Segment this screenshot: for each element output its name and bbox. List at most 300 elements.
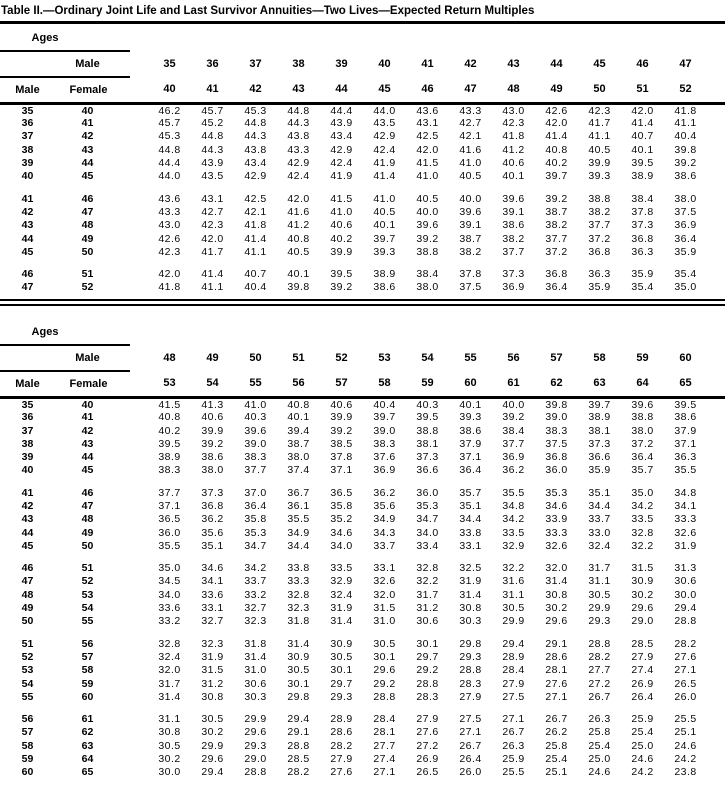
value-cell: 39.8 (674, 143, 697, 156)
value-cell: 38.0 (674, 192, 697, 205)
female-age-column-header: 64 (621, 371, 664, 397)
value-cell: 39.2 (416, 232, 439, 245)
value-cell: 39.4 (287, 424, 310, 437)
value-cell: 28.9 (502, 650, 525, 663)
value-cell: 31.4 (330, 615, 353, 628)
value-cell: 35.4 (631, 281, 654, 294)
table-row (0, 397, 725, 411)
value-cell: 37.2 (631, 437, 654, 450)
value-cell: 35.5 (674, 464, 697, 477)
table-row (0, 117, 725, 130)
value-cell: 44.4 (158, 157, 181, 170)
female-age-cell: 53 (81, 588, 94, 601)
value-cell: 29.9 (502, 615, 525, 628)
value-cell: 29.3 (459, 650, 482, 663)
female-age-cell: 63 (81, 739, 94, 752)
value-cell: 31.0 (373, 615, 396, 628)
value-cell: 28.6 (545, 650, 568, 663)
spacer-cell (707, 601, 725, 614)
spacer-cell (707, 130, 725, 143)
value-cell: 40.4 (674, 130, 697, 143)
value-cell: 35.3 (244, 526, 267, 539)
value-cell: 41.8 (244, 219, 267, 232)
spacer-cell (707, 650, 725, 663)
value-cell: 41.6 (287, 205, 310, 218)
spacer-cell (707, 677, 725, 690)
value-cell: 28.4 (502, 664, 525, 677)
value-cell: 41.2 (502, 143, 525, 156)
value-cell: 43.9 (330, 117, 353, 130)
value-cell: 41.4 (631, 117, 654, 130)
group-gap (0, 553, 725, 562)
value-cell: 28.2 (588, 650, 611, 663)
value-cell: 28.8 (287, 739, 310, 752)
value-cell: 35.2 (330, 513, 353, 526)
spacer-cell (130, 130, 148, 143)
value-cell: 44.8 (287, 104, 310, 117)
table-row (0, 690, 725, 703)
value-cell: 38.7 (459, 232, 482, 245)
table-row (0, 713, 725, 726)
value-cell: 26.7 (588, 690, 611, 703)
value-cell: 26.2 (545, 726, 568, 739)
value-cell: 39.7 (373, 232, 396, 245)
male-age-cell: 36 (21, 411, 34, 424)
value-cell: 28.3 (416, 690, 439, 703)
value-cell: 42.1 (244, 205, 267, 218)
value-cell: 42.9 (330, 143, 353, 156)
value-cell: 34.6 (545, 499, 568, 512)
spacer-cell (707, 205, 725, 218)
value-cell: 36.3 (631, 245, 654, 258)
table-row (0, 450, 725, 463)
spacer-cell (707, 219, 725, 232)
value-cell: 41.9 (373, 157, 396, 170)
value-cell: 40.5 (588, 143, 611, 156)
spacer-cell (130, 117, 148, 130)
value-cell: 32.0 (545, 562, 568, 575)
female-age-cell: 40 (81, 398, 94, 411)
female-age-cell: 62 (81, 726, 94, 739)
value-cell: 33.1 (373, 562, 396, 575)
value-cell: 27.6 (416, 726, 439, 739)
value-cell: 31.9 (674, 539, 697, 552)
value-cell: 31.5 (631, 562, 654, 575)
value-cell: 29.6 (373, 664, 396, 677)
male-age-column-header: 59 (636, 352, 649, 365)
value-cell: 28.4 (373, 713, 396, 726)
value-cell: 39.8 (287, 281, 310, 294)
table-row (0, 192, 725, 205)
value-cell: 24.2 (674, 753, 697, 766)
spacer-cell (130, 766, 148, 779)
female-age-column-header: 41 (191, 77, 234, 103)
value-cell: 27.9 (631, 650, 654, 663)
female-age-cell: 48 (81, 219, 94, 232)
value-cell: 25.9 (631, 713, 654, 726)
value-cell: 43.3 (459, 104, 482, 117)
spacer-cell (130, 232, 148, 245)
value-cell: 36.9 (502, 281, 525, 294)
section-divider (0, 299, 725, 306)
value-cell: 35.0 (158, 562, 181, 575)
value-cell: 29.6 (201, 753, 224, 766)
value-cell: 29.0 (244, 753, 267, 766)
value-cell: 35.6 (373, 499, 396, 512)
value-cell: 40.8 (545, 143, 568, 156)
male-age-cell: 58 (21, 739, 34, 752)
value-cell: 24.6 (631, 753, 654, 766)
value-cell: 40.1 (631, 143, 654, 156)
value-cell: 39.2 (330, 281, 353, 294)
value-cell: 41.1 (201, 281, 224, 294)
value-cell: 30.1 (287, 677, 310, 690)
value-cell: 39.9 (330, 245, 353, 258)
value-cell: 39.6 (631, 398, 654, 411)
female-age-cell: 43 (81, 437, 94, 450)
value-cell: 24.6 (588, 766, 611, 779)
male-age-cell: 37 (21, 424, 34, 437)
value-cell: 42.7 (201, 205, 224, 218)
value-cell: 43.1 (201, 192, 224, 205)
spacer-cell (130, 752, 148, 765)
male-age-cell: 45 (21, 539, 34, 552)
value-cell: 28.6 (330, 726, 353, 739)
annuity-table-section-2 (0, 320, 725, 779)
spacer-cell (0, 183, 725, 192)
value-cell: 40.1 (373, 219, 396, 232)
value-cell: 29.4 (502, 637, 525, 650)
value-cell: 38.3 (244, 451, 267, 464)
spacer-cell (707, 245, 725, 258)
value-cell: 39.3 (373, 245, 396, 258)
value-cell: 31.7 (158, 677, 181, 690)
value-cell: 39.6 (416, 219, 439, 232)
value-cell: 40.0 (416, 205, 439, 218)
value-cell: 34.0 (158, 588, 181, 601)
value-cell: 28.2 (287, 766, 310, 779)
spacer-cell (707, 513, 725, 526)
male-age-cell: 49 (21, 602, 34, 615)
value-cell: 35.8 (244, 513, 267, 526)
value-cell: 38.6 (502, 219, 525, 232)
value-cell: 25.5 (674, 713, 697, 726)
value-cell: 44.3 (201, 143, 224, 156)
value-cell: 45.2 (201, 117, 224, 130)
female-age-cell: 54 (81, 602, 94, 615)
value-cell: 37.7 (502, 245, 525, 258)
male-age-column-header: 57 (550, 352, 563, 365)
annuity-table-section-1 (0, 26, 725, 294)
value-cell: 27.4 (373, 753, 396, 766)
female-age-column-header: 48 (492, 77, 535, 103)
value-cell: 34.1 (674, 499, 697, 512)
value-cell: 31.4 (244, 650, 267, 663)
value-cell: 41.0 (373, 192, 396, 205)
spacer-cell (130, 464, 148, 477)
value-cell: 29.8 (287, 690, 310, 703)
value-cell: 39.3 (459, 411, 482, 424)
value-cell: 30.8 (158, 726, 181, 739)
spacer-cell (707, 664, 725, 677)
value-cell: 30.1 (416, 637, 439, 650)
value-cell: 26.7 (502, 726, 525, 739)
value-cell: 44.0 (373, 104, 396, 117)
value-cell: 43.4 (244, 157, 267, 170)
spacer-cell (707, 588, 725, 601)
spacer-cell (130, 650, 148, 663)
value-cell: 40.2 (330, 232, 353, 245)
value-cell: 41.5 (416, 157, 439, 170)
male-row-label: Male (55, 51, 130, 77)
spacer-cell (0, 345, 55, 371)
value-cell: 37.1 (330, 464, 353, 477)
value-cell: 38.6 (201, 451, 224, 464)
value-cell: 27.1 (459, 726, 482, 739)
value-cell: 33.1 (459, 539, 482, 552)
female-age-cell: 45 (81, 170, 94, 183)
value-cell: 39.3 (588, 170, 611, 183)
value-cell: 27.6 (330, 766, 353, 779)
value-cell: 30.5 (373, 637, 396, 650)
value-cell: 40.1 (287, 411, 310, 424)
value-cell: 41.5 (330, 192, 353, 205)
male-age-column-header: 38 (292, 58, 305, 70)
male-age-cell: 46 (21, 268, 34, 281)
value-cell: 30.8 (545, 588, 568, 601)
value-cell: 35.9 (588, 281, 611, 294)
table-row (0, 650, 725, 663)
value-cell: 31.2 (201, 677, 224, 690)
value-cell: 39.5 (631, 157, 654, 170)
value-cell: 36.6 (416, 464, 439, 477)
table-row (0, 245, 725, 258)
spacer-cell (130, 437, 148, 450)
female-age-cell: 40 (81, 104, 94, 117)
value-cell: 37.5 (545, 437, 568, 450)
female-age-column-header: 43 (277, 77, 320, 103)
value-cell: 43.0 (158, 219, 181, 232)
value-cell: 32.4 (158, 650, 181, 663)
value-cell: 36.0 (416, 486, 439, 499)
female-age-cell: 44 (81, 157, 94, 170)
female-age-column-header: 44 (320, 77, 363, 103)
value-cell: 29.4 (201, 766, 224, 779)
value-cell: 44.3 (287, 117, 310, 130)
female-age-cell: 52 (81, 281, 94, 294)
male-age-cell: 42 (21, 205, 34, 218)
value-cell: 41.7 (588, 117, 611, 130)
value-cell: 33.7 (373, 539, 396, 552)
value-cell: 38.0 (287, 451, 310, 464)
table-row (0, 588, 725, 601)
value-cell: 35.5 (287, 513, 310, 526)
value-cell: 40.5 (373, 205, 396, 218)
value-cell: 31.4 (459, 588, 482, 601)
spacer-cell (0, 477, 725, 486)
value-cell: 37.9 (674, 424, 697, 437)
value-cell: 45.3 (244, 104, 267, 117)
value-cell: 39.2 (545, 192, 568, 205)
male-age-column-header: 60 (679, 352, 692, 365)
value-cell: 39.2 (330, 424, 353, 437)
female-age-column-header: 65 (664, 371, 707, 397)
female-age-cell: 49 (81, 526, 94, 539)
value-cell: 40.5 (287, 245, 310, 258)
value-cell: 32.8 (416, 562, 439, 575)
spacer-cell (130, 513, 148, 526)
value-cell: 36.5 (330, 486, 353, 499)
value-cell: 26.4 (631, 690, 654, 703)
value-cell: 33.8 (459, 526, 482, 539)
value-cell: 33.1 (201, 602, 224, 615)
value-cell: 32.9 (502, 539, 525, 552)
value-cell: 27.4 (631, 664, 654, 677)
value-cell: 40.2 (158, 424, 181, 437)
male-column-header: Male (0, 77, 55, 103)
spacer-cell (130, 192, 148, 205)
spacer-cell (707, 499, 725, 512)
value-cell: 32.9 (330, 575, 353, 588)
value-cell: 41.8 (502, 130, 525, 143)
value-cell: 27.1 (502, 713, 525, 726)
spacer-cell (707, 371, 725, 397)
value-cell: 40.0 (459, 192, 482, 205)
spacer-cell (130, 726, 148, 739)
table-row (0, 411, 725, 424)
value-cell: 26.4 (459, 753, 482, 766)
value-cell: 43.1 (416, 117, 439, 130)
female-age-column-header: 58 (363, 371, 406, 397)
value-cell: 30.9 (330, 637, 353, 650)
value-cell: 30.2 (545, 602, 568, 615)
male-age-cell: 47 (21, 281, 34, 294)
value-cell: 24.6 (674, 739, 697, 752)
value-cell: 39.5 (158, 437, 181, 450)
value-cell: 29.7 (330, 677, 353, 690)
table-row (0, 637, 725, 650)
value-cell: 42.5 (416, 130, 439, 143)
value-cell: 44.8 (244, 117, 267, 130)
value-cell: 43.5 (201, 170, 224, 183)
value-cell: 38.9 (373, 268, 396, 281)
value-cell: 29.3 (330, 690, 353, 703)
male-age-column-header: 40 (378, 58, 391, 70)
value-cell: 27.9 (330, 753, 353, 766)
value-cell: 30.5 (330, 650, 353, 663)
value-cell: 36.0 (158, 526, 181, 539)
value-cell: 29.0 (631, 615, 654, 628)
value-cell: 34.2 (631, 499, 654, 512)
value-cell: 39.7 (545, 170, 568, 183)
value-cell: 32.4 (588, 539, 611, 552)
value-cell: 29.3 (244, 739, 267, 752)
male-age-cell: 53 (21, 664, 34, 677)
male-age-cell: 41 (21, 486, 34, 499)
value-cell: 36.4 (244, 499, 267, 512)
spacer-cell (707, 424, 725, 437)
female-age-column-header: 53 (148, 371, 191, 397)
value-cell: 40.4 (373, 398, 396, 411)
value-cell: 36.1 (287, 499, 310, 512)
male-age-cell: 39 (21, 157, 34, 170)
value-cell: 41.8 (158, 281, 181, 294)
value-cell: 40.8 (287, 398, 310, 411)
spacer-cell (707, 437, 725, 450)
value-cell: 34.4 (588, 499, 611, 512)
female-age-cell: 45 (81, 464, 94, 477)
value-cell: 32.5 (459, 562, 482, 575)
spacer-cell (707, 690, 725, 703)
value-cell: 30.6 (674, 575, 697, 588)
value-cell: 31.5 (201, 664, 224, 677)
female-age-cell: 60 (81, 690, 94, 703)
value-cell: 33.2 (158, 615, 181, 628)
value-cell: 30.2 (631, 588, 654, 601)
male-age-cell: 35 (21, 398, 34, 411)
value-cell: 41.4 (201, 268, 224, 281)
value-cell: 25.0 (631, 739, 654, 752)
value-cell: 26.9 (631, 677, 654, 690)
value-cell: 38.0 (631, 424, 654, 437)
spacer-cell (0, 628, 725, 637)
female-age-cell: 42 (81, 424, 94, 437)
value-cell: 39.7 (373, 411, 396, 424)
value-cell: 30.2 (158, 753, 181, 766)
male-age-cell: 56 (21, 713, 34, 726)
spacer-cell (130, 267, 148, 280)
value-cell: 36.2 (373, 486, 396, 499)
value-cell: 31.8 (287, 615, 310, 628)
value-cell: 30.1 (373, 650, 396, 663)
value-cell: 39.5 (416, 411, 439, 424)
value-cell: 44.8 (158, 143, 181, 156)
male-age-column-header: 48 (163, 352, 176, 365)
male-age-cell: 43 (21, 513, 34, 526)
value-cell: 42.4 (373, 143, 396, 156)
value-cell: 28.8 (244, 766, 267, 779)
value-cell: 30.8 (201, 690, 224, 703)
value-cell: 42.5 (244, 192, 267, 205)
value-cell: 30.9 (631, 575, 654, 588)
female-age-cell: 57 (81, 650, 94, 663)
value-cell: 34.7 (244, 539, 267, 552)
table-row (0, 766, 725, 779)
value-cell: 38.0 (416, 281, 439, 294)
male-age-cell: 47 (21, 575, 34, 588)
spacer-cell (130, 664, 148, 677)
spacer-cell (130, 562, 148, 575)
spacer-cell (707, 143, 725, 156)
value-cell: 38.7 (545, 205, 568, 218)
value-cell: 32.6 (373, 575, 396, 588)
value-cell: 25.5 (502, 766, 525, 779)
value-cell: 35.1 (588, 486, 611, 499)
value-cell: 27.1 (373, 766, 396, 779)
value-cell: 37.1 (158, 499, 181, 512)
female-age-cell: 59 (81, 677, 94, 690)
male-age-cell: 38 (21, 143, 34, 156)
table-row (0, 170, 725, 183)
value-cell: 38.2 (459, 245, 482, 258)
value-cell: 35.9 (631, 268, 654, 281)
spacer-cell (130, 677, 148, 690)
female-age-column-header: 61 (492, 371, 535, 397)
male-age-cell: 40 (21, 170, 34, 183)
value-cell: 41.3 (201, 398, 224, 411)
value-cell: 29.6 (545, 615, 568, 628)
value-cell: 38.6 (674, 411, 697, 424)
